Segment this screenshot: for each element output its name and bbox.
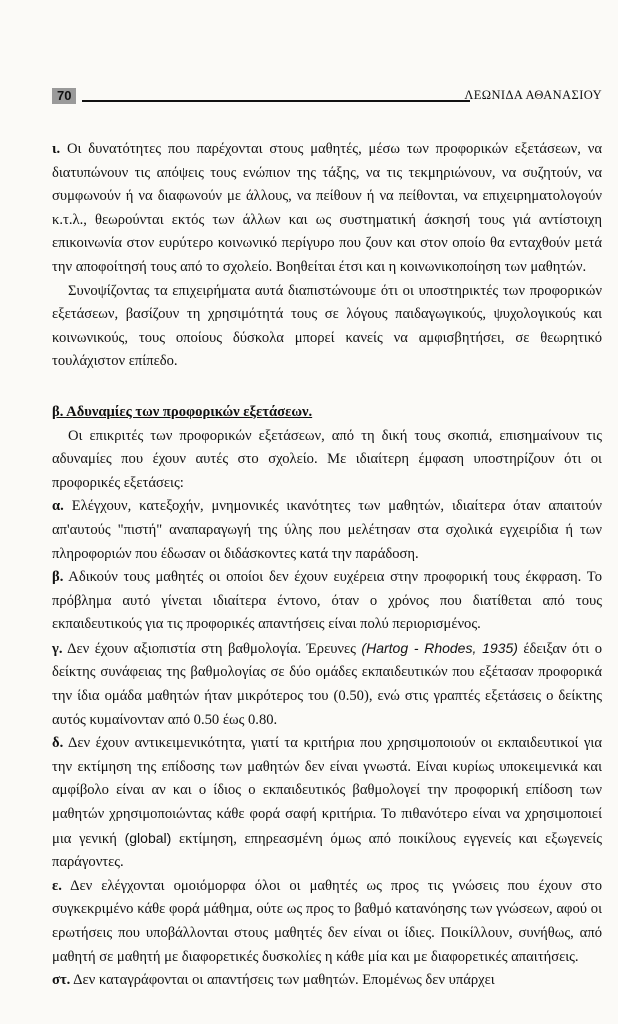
list-marker: ε. bbox=[52, 877, 62, 894]
list-marker: α. bbox=[52, 498, 64, 515]
global-term: (global) bbox=[124, 829, 172, 846]
intro-paragraph: Οι επικριτές των προφορικών εξετάσεων, από τη δική τους σκοπιά, επισημαίνουν τις αδυναμίες που έχουν αυτές στο σχολείο. Με ιδιαίτερη έμφαση υποστηρίζουν ότι οι προφορικές εξετάσεις: bbox=[52, 427, 602, 491]
page-body bbox=[52, 138, 602, 993]
list-item-d bbox=[52, 732, 602, 875]
list-item-e bbox=[52, 875, 602, 969]
header-rule bbox=[82, 100, 470, 102]
summary-paragraph: Συνοψίζοντας τα επιχειρήματα αυτά διαπιστώνουμε ότι οι υποστηρικτές των προφορικών εξετάσεων, βασίζουν τη χρησιμότητά τους σε λόγους παιδαγωγικούς, ψυχολογικούς και κοινωνικούς, τους οποίους δύσκολα μπορεί κανείς να αμφισβητήσει, σε θεωρητικό τουλάχιστον επίπεδο. bbox=[52, 282, 602, 370]
section-heading: β. Αδυναμίες των προφορικών εξετάσεων. bbox=[52, 403, 313, 420]
list-marker: ι. bbox=[52, 141, 61, 157]
list-item-text: εκτίμηση, επηρεασμένη όμως από ποικίλους εγγενείς και εξωγενείς παράγοντες. bbox=[52, 830, 602, 871]
list-item-text: έδειξαν ότι ο δείκτης συνάφειας της βαθμολογίας σε δύο ομάδες εκπαιδευτικών που εξέτασαν προφορικά την ίδια ομάδα μαθητών ήταν μικρότερος του (0.50), ενώ στις γραπτές εξετάσεις ο δείκτης αυτός κυμαίνονταν από 0.50 έως 0.80. bbox=[52, 640, 602, 728]
paragraph-text: Οι δυνατότητες που παρέχονται στους μαθητές, μέσω των προφορικών εξετάσεων, να διατυπώνουν τις απόψεις τους ενώπιον της τάξης, να τις τεκμηριώνουν, να συζητούν, να συμφωνούν ή να διαφωνούν με άλλους, να πείθουν ή να πείθονται, να επιχειρηματολογούν κ.τ.λ., θεωρούνται εκτός των άλλων και ως συστηματική άσκησή τους γιά αντίστοιχη επικοινωνία στον ευρύτερο κοινωνικό περίγυρο που ζουν και στον οποίο θα ενταχθούν μετά την αποφοίτησή τους από το σχολείο. Βοηθείται έτσι και η κοινωνικοποίηση των μαθητών. bbox=[52, 141, 602, 275]
list-item-b bbox=[52, 566, 602, 637]
list-item-f bbox=[52, 969, 602, 993]
list-item-text: Δεν ελέγχονται ομοιόμορφα όλοι οι μαθητές ως προς τις γνώσεις που έχουν στο συγκεκριμένο κάθε φορά μάθημα, ούτε ως προς το βαθμό κατανόησης των γνώσεων, αφού οι ερωτήσεις που υποβάλλονται στους μαθητές δεν είναι οι ίδιες. Ποικίλλουν, συνήθως, από μαθητή σε μαθητή με διαφορετικές δυσκολίες η κάθε μία και με διαφορετικές απαιτήσεις. bbox=[52, 877, 603, 965]
list-item-text: Δεν έχουν αξιοπιστία στη βαθμολογία. Έρευνες bbox=[67, 640, 362, 657]
list-item-text: Ελέγχουν, κατεξοχήν, μνημονικές ικανότητες των μαθητών, ιδιαίτερα όταν απαιτούν απ'αυτούς "πιστή" αναπαραγωγή της ύλης που μελέτησαν στα σχολικά εγχειρίδια ή των πληροφοριών που έδωσαν οι διδάσκοντες κατά την παράδοση. bbox=[52, 498, 602, 562]
list-marker: γ. bbox=[52, 640, 63, 657]
list-item-a bbox=[52, 495, 602, 566]
list-item-text: Αδικούν τους μαθητές οι οποίοι δεν έχουν ευχέρεια στην προφορική τους έκφραση. Το πρόβλημα αυτό γίνεται ιδιαίτερα έντονο, όταν ο χρόνος που διατίθεται από τους εκπαιδευτικούς για τις προφορικές απαντήσεις είναι πολύ περιορισμένος. bbox=[52, 569, 602, 633]
list-marker: στ. bbox=[52, 972, 71, 989]
list-item-text: Δεν έχουν αντικειμενικότητα, γιατί τα κριτήρια που χρησιμοποιούν οι εκπαιδευτικοί για την εκτίμηση της επίδοσης των μαθητών δεν είναι γνωστά. Είναι κυρίως υποκειμενικά και αμφίβολο είναι αν και ο ίδιος ο εκπαιδευτικός βαθμολογεί την προφορική επίδοση των μαθητών χρησιμοποιώντας κάθε φορά σαφή κριτήρια. Το πιθανότερο είναι να χρησιμοποιεί μια γενική bbox=[52, 735, 603, 847]
list-item-c bbox=[52, 637, 602, 732]
list-marker: β. bbox=[52, 569, 64, 586]
page-header bbox=[52, 88, 602, 106]
list-item-text: Δεν καταγράφονται οι απαντήσεις των μαθητών. Επομένως δεν υπάρχει bbox=[73, 972, 495, 989]
citation: (Hartog - Rhodes, 1935) bbox=[361, 639, 518, 656]
page-number: 70 bbox=[52, 88, 76, 104]
paragraph-iota bbox=[52, 138, 602, 280]
list-marker: δ. bbox=[52, 735, 64, 752]
running-head-author: ΛΕΩΝΙΔΑ ΑΘΑΝΑΣΙΟΥ bbox=[464, 88, 602, 102]
